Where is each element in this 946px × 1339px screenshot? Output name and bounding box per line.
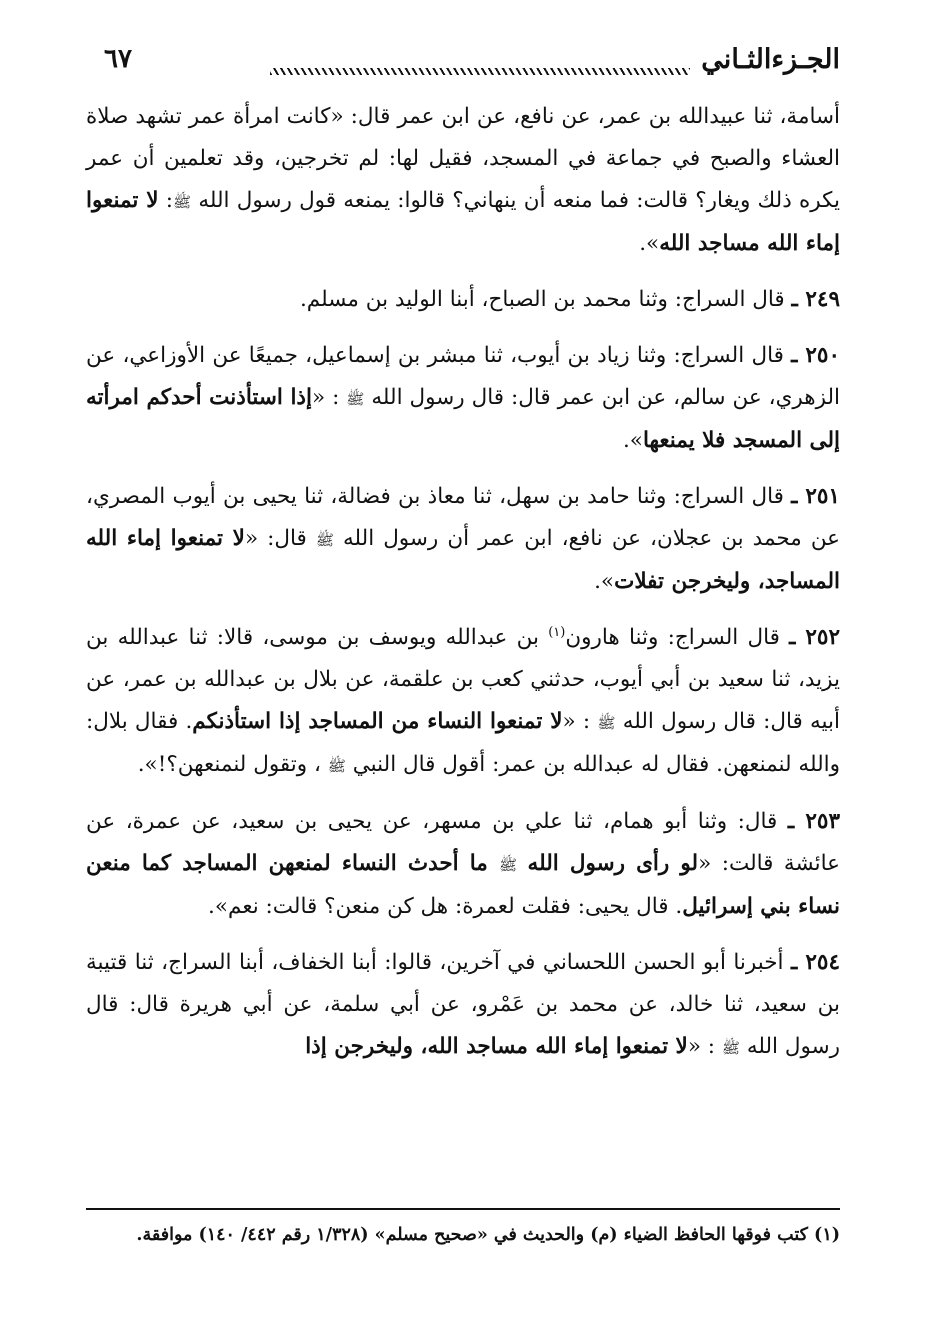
text: : « bbox=[311, 385, 347, 410]
footnote-reference: (١) bbox=[548, 624, 566, 640]
hadith-text: لا تمنعوا النساء من المساجد إذا استأذنكم bbox=[192, 709, 563, 734]
salawat-glyph: ﷺ bbox=[315, 531, 334, 549]
footnote: (١) كتب فوقها الحافظ الضياء (م) والحديث في «صحيح مسلم» (١/٣٢٨ رقم ٤٤٢/ ١٤٠) موافقة. bbox=[136, 1225, 840, 1245]
hadith-249 bbox=[86, 279, 840, 321]
page-header bbox=[86, 40, 840, 96]
text: أخبرنا أبو الحسن اللحساني في آخرين، قالوا: أبنا الخفاف، أبنا السراج، ثنا قتيبة بن سعيد، ثنا خالد، عن محمد بن عَمْرو، عن أبي سلمة، عن أبي هريرة قال: قال رسول الله bbox=[86, 950, 840, 1059]
text: . قال يحيى: فقلت لعمرة: هل كن منعن؟ قالت: نعم». bbox=[208, 894, 683, 919]
text: ، وتقول لنمنعهن؟! bbox=[157, 752, 328, 777]
text: ». bbox=[594, 569, 615, 594]
text: ». bbox=[622, 428, 643, 453]
hadith-number: ٢٥١ ـ bbox=[791, 484, 840, 509]
body-text bbox=[86, 96, 840, 1069]
hadith-253 bbox=[86, 801, 840, 928]
salawat-glyph: ﷺ bbox=[327, 757, 346, 775]
text: بن عبدالله ويوسف بن موسى، قالا: ثنا عبدالله بن يزيد، ثنا سعيد بن أبي أيوب، حدثني كعب بن علقمة، عن بلال بن عبدالله بن عمر، عن أبيه قال: قال رسول الله bbox=[86, 625, 840, 734]
page bbox=[86, 40, 840, 1300]
hadith-text: ما أحدث النساء لمنعهن المساجد كما منعن نساء بني إسرائيل bbox=[86, 851, 840, 919]
hadith-number: ٢٥٤ ـ bbox=[790, 950, 840, 975]
hadith-number: ٢٥٠ ـ bbox=[791, 343, 840, 368]
paragraph-continuation bbox=[86, 96, 840, 265]
text: قال السراج: وثنا زياد بن أيوب، ثنا مبشر بن إسماعيل، جميعًا عن الأوزاعي، عن الزهري، عن سالم، عن ابن عمر قال: قال رسول الله bbox=[86, 343, 840, 410]
text: : « bbox=[687, 1034, 722, 1059]
hadith-number: ٢٥٢ ـ bbox=[789, 625, 840, 650]
hadith-251 bbox=[86, 476, 840, 603]
hadith-text: إذا استأذنت أحدكم امرأته إلى المسجد فلا يمنعها bbox=[86, 385, 840, 453]
text: قال السراج: وثنا حامد بن سهل، ثنا معاذ بن فضالة، ثنا يحيى بن أيوب المصري، عن محمد بن عجلان، عن نافع، ابن عمر أن رسول الله bbox=[86, 484, 841, 551]
footnote-divider bbox=[86, 1208, 840, 1210]
hadith-number: ٢٥٣ ـ bbox=[787, 809, 840, 834]
text: : bbox=[158, 188, 173, 213]
hadith-text: لو رأى رسول الله bbox=[527, 851, 699, 876]
text: قال: « bbox=[244, 526, 316, 551]
salawat-glyph: ﷺ bbox=[597, 714, 616, 732]
header-decorative-rule bbox=[270, 68, 690, 75]
salawat-glyph: ﷺ bbox=[498, 856, 518, 874]
text: قال: وثنا أبو همام، ثنا علي بن مسهر، عن يحيى بن سعيد، عن عمرة، عن عائشة قالت: « bbox=[86, 809, 840, 876]
hadith-252 bbox=[86, 617, 840, 787]
running-title: الجـزءالثـاني bbox=[701, 44, 840, 75]
hadith-text: لا تمنعوا إماء الله مساجد الله، وليخرجن إذا bbox=[305, 1034, 688, 1059]
hadith-text: لا تمنعوا إماء الله المساجد، وليخرجن تفلات bbox=[86, 526, 840, 594]
salawat-glyph: ﷺ bbox=[346, 390, 365, 408]
hadith-254 bbox=[86, 942, 840, 1069]
page-number: ٦٧ bbox=[104, 44, 132, 74]
text: ». bbox=[137, 752, 158, 777]
hadith-text: لا تمنعوا إماء الله مساجد الله bbox=[86, 188, 840, 256]
hadith-250 bbox=[86, 335, 840, 462]
hadith-number: ٢٤٩ ـ bbox=[791, 287, 840, 312]
text: : « bbox=[562, 709, 598, 734]
text: أسامة، ثنا عبيدالله بن عمر، عن نافع، عن ابن عمر قال: «كانت امرأة عمر تشهد صلاة العشاء والصبح في جماعة في المسجد، فقيل لها: لم تخرجين، وقد تعلمين أن عمر يكره ذلك ويغار؟ قالت: فما منعه أن ينهاني؟ قالوا: يمنعه قول رسول الله bbox=[86, 104, 840, 213]
text: قال السراج: وثنا محمد بن الصباح، أبنا الوليد بن مسلم. bbox=[299, 287, 792, 312]
text: ». bbox=[639, 231, 660, 256]
salawat-glyph: ﷺ bbox=[721, 1039, 741, 1057]
text: . فقال بلال: والله لنمنعهن. فقال له عبدالله بن عمر: أقول قال النبي bbox=[86, 709, 840, 777]
text: قال السراج: وثنا هارون bbox=[565, 625, 790, 650]
salawat-glyph: ﷺ bbox=[172, 193, 192, 211]
